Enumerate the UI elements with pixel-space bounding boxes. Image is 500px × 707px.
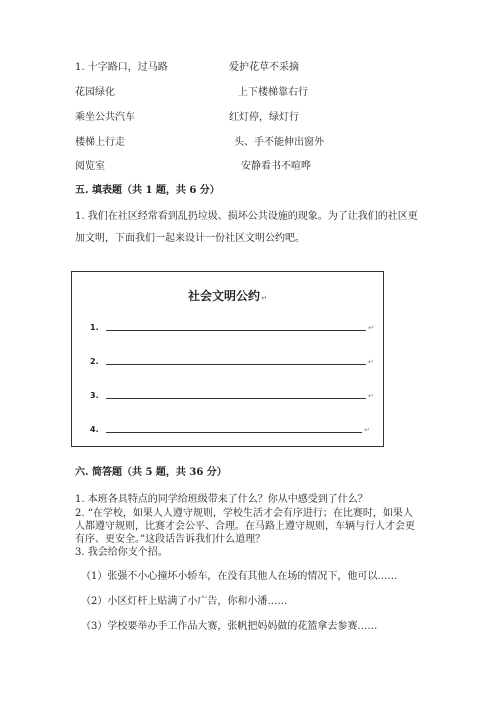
section5-question-line1: 1. 我们在社区经常看到乱扔垃圾、损坏公共设施的现象。为了让我们的社区更 <box>75 211 418 222</box>
match-left-5: 阅览室 <box>75 161 105 172</box>
form-row-line-2[interactable] <box>106 364 366 365</box>
match-right-5: 安静看书不喧哗 <box>241 161 311 172</box>
form-row-line-1[interactable] <box>106 330 366 331</box>
return-mark-1: ↵ <box>368 324 374 332</box>
match-right-2: 上下楼梯靠右行 <box>238 87 308 98</box>
civility-pact-form <box>71 271 384 447</box>
match-right-4: 头、手不能伸出窗外 <box>234 137 324 148</box>
match-left-1: 1. 十字路口，过马路 <box>75 62 168 73</box>
form-title-text: 社会文明公约 <box>188 289 261 303</box>
form-row-number-1: 1. <box>90 323 99 332</box>
form-row-number-2: 2. <box>90 357 99 366</box>
match-left-2: 花园绿化 <box>75 87 115 98</box>
section6-line-4: 有序、更安全。”这段话告诉我们什么道理？ <box>75 534 266 545</box>
match-left-3: 乘坐公共汽车 <box>75 112 135 123</box>
return-mark-4: ↵ <box>364 426 370 434</box>
match-right-3: 红灯停，绿灯行 <box>229 112 299 123</box>
form-title <box>72 287 383 304</box>
section5-heading: 五. 填表题（共 1 题，共 6 分） <box>75 185 220 196</box>
section6-line-1: 1. 本班各具特点的同学给班级带来了什么？你从中感受到了什么？ <box>75 494 368 505</box>
match-left-4: 楼梯上行走 <box>75 137 125 148</box>
form-row-number-4: 4. <box>90 425 99 434</box>
form-row-line-3[interactable] <box>106 398 366 399</box>
section6-heading: 六. 简答题（共 5 题，共 36 分） <box>75 467 227 478</box>
form-row-number-3: 3. <box>90 391 99 400</box>
section6-sub-1: （1）张强不小心撞坏小轿车，在没有其他人在场的情况下，他可以…… <box>81 571 398 582</box>
section6-sub-2: （2）小区灯杆上贴满了小广告，你和小潘…… <box>81 596 288 607</box>
section6-sub-3: （3）学校要举办手工作品大赛，张帆把妈妈做的花篮拿去参赛…… <box>81 621 378 632</box>
return-mark-3: ↵ <box>368 392 374 400</box>
form-row-line-4[interactable] <box>106 432 362 433</box>
match-right-1: 爱护花草不采摘 <box>229 62 299 73</box>
return-mark-2: ↵ <box>368 358 374 366</box>
section6-line-5: 3. 我会给你支个招。 <box>75 547 168 558</box>
section5-question-line2: 加文明，下面我们一起来设计一份社区文明公约吧。 <box>75 233 305 244</box>
section6-line-3: 人都遵守规则，比赛才会公平、合理。在马路上遵守规则，车辆与行人才会更 <box>75 521 415 532</box>
return-mark: ↵ <box>261 294 267 302</box>
section6-line-2: 2. “在学校，如果人人遵守规则，学校生活才会有序进行；在比赛时，如果人 <box>75 508 413 519</box>
